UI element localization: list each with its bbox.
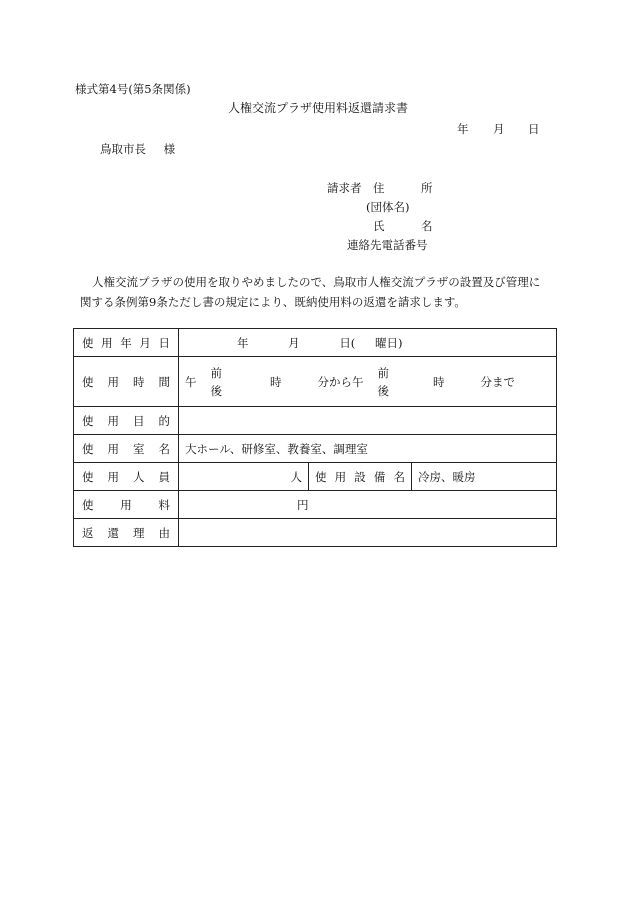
equipment-field[interactable]: 冷房、暖房 <box>412 463 557 491</box>
fee-field[interactable]: 円 <box>179 491 557 519</box>
label-purpose: 使 用 目 的 <box>74 407 179 435</box>
addressee-name: 鳥取市長 <box>100 142 146 156</box>
usage-table <box>73 328 557 547</box>
date-day: 日 <box>528 122 540 136</box>
form-number: 様式第4号(第5条関係) <box>75 82 191 96</box>
row-fee <box>74 491 557 519</box>
room-field[interactable]: 大ホール、研修室、教養室、調理室 <box>179 435 557 463</box>
name-label-2: 名 <box>421 219 433 233</box>
reason-field[interactable] <box>179 519 557 547</box>
addressee-honorific: 様 <box>163 142 176 156</box>
row-reason <box>74 519 557 547</box>
date-year: 年 <box>457 122 469 136</box>
usage-time-field[interactable]: 午 前 後 時 分から午 前 後 時 分まで <box>179 357 557 407</box>
row-people-equipment <box>74 463 557 491</box>
label-room: 使 用 室 名 <box>74 435 179 463</box>
organization-label: (団体名) <box>366 200 410 214</box>
addressee <box>100 144 175 156</box>
row-purpose <box>74 407 557 435</box>
people-field[interactable]: 人 <box>179 463 309 491</box>
body-line-1: 人権交流プラザの使用を取りやめましたので、鳥取市人権交流プラザの設置及び管理に <box>92 275 541 289</box>
label-fee: 使 用 料 <box>74 491 179 519</box>
row-usage-time <box>74 357 557 407</box>
body-text <box>80 272 555 312</box>
label-people: 使 用 人 員 <box>74 463 179 491</box>
row-room <box>74 435 557 463</box>
usage-date-field[interactable]: 年 月 日( 曜日) <box>179 329 557 357</box>
phone-label: 連絡先電話番号 <box>347 238 428 252</box>
purpose-field[interactable] <box>179 407 557 435</box>
address-label-1: 住 <box>373 181 385 195</box>
label-usage-time: 使 用 時 間 <box>74 357 179 407</box>
row-usage-date <box>74 329 557 357</box>
date-month: 月 <box>493 122 505 136</box>
label-equipment: 使 用 設 備 名 <box>309 463 412 491</box>
body-line-2: 関する条例第9条ただし書の規定により、既納使用料の返還を請求します。 <box>80 295 466 309</box>
requester-label: 請求者 <box>327 181 362 195</box>
label-reason: 返 還 理 由 <box>74 519 179 547</box>
address-label-2: 所 <box>421 181 433 195</box>
name-label-1: 氏 <box>373 219 385 233</box>
document-title: 人権交流プラザ使用料返還請求書 <box>228 101 409 115</box>
label-usage-date: 使 用 年 月 日 <box>74 329 179 357</box>
